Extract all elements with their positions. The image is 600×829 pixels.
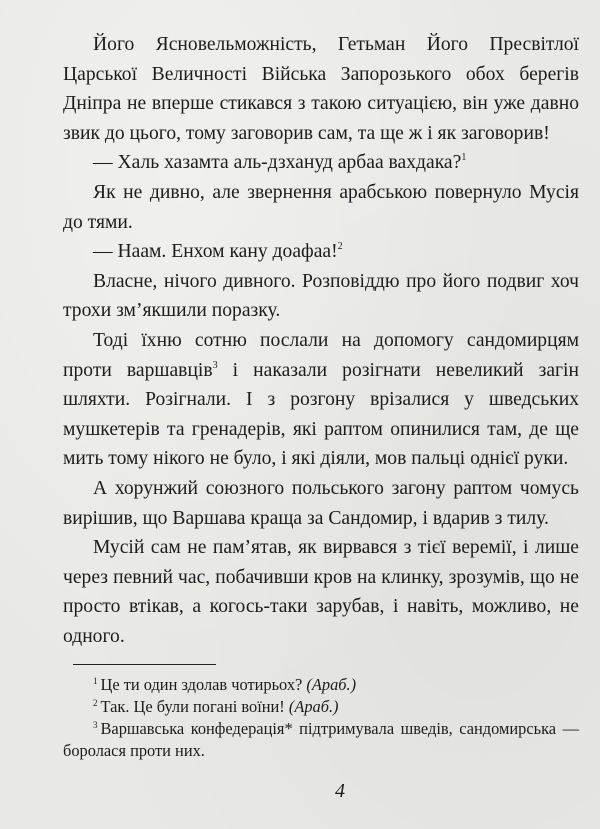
footnotes — [63, 674, 579, 762]
paragraph: А хорунжий союзного польського загону раптом чомусь вирішив, що Варшава краща за Сандомир, і вдарив з тилу. — [63, 477, 579, 529]
dialog-line — [63, 237, 579, 267]
dialog-text: — Наам. Енхом кану доафаа! — [93, 241, 338, 263]
footnote — [63, 696, 579, 718]
footnote-ref[interactable]: 1 — [461, 152, 467, 164]
page-number: 4 — [335, 780, 345, 802]
footnote-ref[interactable]: 2 — [337, 241, 343, 253]
footnote-divider — [73, 664, 216, 665]
dialog-text: — Халь хазамта аль-дзхануд арбаа вахдака? — [93, 152, 462, 174]
paragraph: Як не дивно, але звернення арабською повернуло Мусія до тями. — [63, 181, 579, 233]
dialog-line — [63, 148, 579, 178]
paragraph — [63, 326, 579, 474]
footnote — [63, 674, 579, 696]
footnote-text: Це ти один здолав чотирьох? — [100, 675, 307, 694]
footnote-language: (Араб.) — [288, 697, 339, 716]
footnote-language: (Араб.) — [306, 675, 357, 694]
footnote-number: 2 — [93, 698, 98, 708]
main-text — [63, 30, 579, 651]
paragraph-text: і наказали розігнати невеликий загін шляхти. Розігнали. І з розгону врізалися у шведських мушкетерів та гренадерів, які раптом опинилися там, де ще мить тому нікого не було, і які діяли, мов пальці однієї руки. — [63, 359, 579, 470]
footnote-text: Так. Це були погані воїни! — [100, 697, 289, 716]
footnote-text: Варшавська конфедерація* підтримувала шведів, сандомирська — боролася проти них. — [63, 719, 579, 760]
paragraph: Власне, нічого дивного. Розповіддю про його подвиг хоч трохи зм’якшили поразку. — [63, 270, 579, 322]
paragraph-text: Тоді їхню сотню послали на допомогу сандомирцям проти варшавців — [63, 329, 579, 381]
footnote — [63, 718, 579, 762]
paragraph: Мусій сам не пам’ятав, як вирвався з тієї веремії, і лише через певний час, побачивши кров на клинку, зрозумів, що не просто втікав, а когось-таки зарубав, і навіть, можливо, не одного. — [63, 537, 579, 647]
footnote-number: 3 — [93, 720, 98, 730]
footnote-number: 1 — [93, 676, 98, 686]
footnote-ref[interactable]: 3 — [212, 359, 218, 371]
paragraph: Його Ясновельможність, Гетьман Його Пресвітлої Царської Величності Війська Запорозького обох берегів Дніпра не вперше стикався з такою ситуацією, він уже давно звик до цього, тому заговорив сам, та ще ж і як заговорив! — [63, 34, 579, 144]
